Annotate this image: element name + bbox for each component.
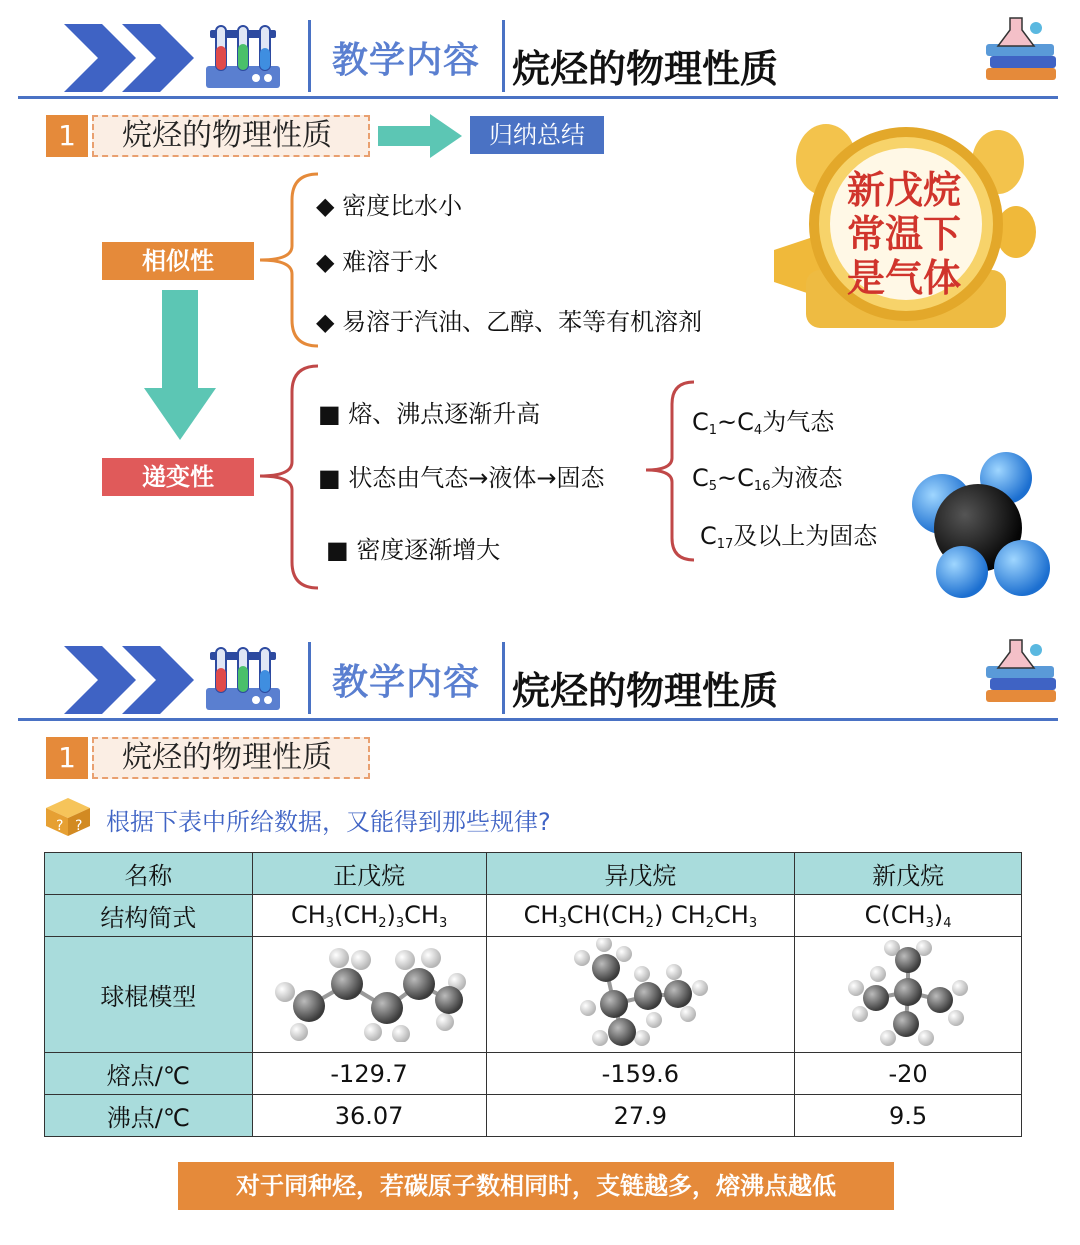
svg-text:?: ? (56, 818, 64, 834)
bp-isopentane: 27.9 (486, 1095, 795, 1137)
row-label-melting-point: 熔点/℃ (45, 1053, 253, 1095)
gradation-item: ■ 状态由气态→液体→固态 (318, 464, 605, 492)
books-flask-icon (980, 636, 1062, 716)
neopentane-badge-text: 新戊烷 常温下 是气体 (846, 168, 961, 300)
similarity-item: ◆ 密度比水小 (316, 192, 463, 220)
methane-model-graphic (904, 448, 1054, 602)
kicker-text: 教学内容 (332, 662, 481, 703)
ball-stick-isopentane (570, 938, 710, 1046)
table-header-isopentane: 异戊烷 (486, 853, 795, 895)
formula-isopentane: $CH_3CH(CH_2)$ $CH_2CH_3$ (486, 895, 795, 937)
header-band-2 (0, 622, 1080, 722)
section-number: 1 (46, 115, 88, 157)
question-cube-icon (44, 796, 92, 838)
bp-n-pentane: 36.07 (252, 1095, 486, 1137)
header-band-1 (0, 0, 1080, 100)
question-text: 根据下表中所给数据，又能得到那些规律? (106, 808, 551, 836)
svg-text:?: ? (75, 818, 83, 834)
section-title: 烷烃的物理性质 (92, 737, 370, 779)
table-header-n-pentane: 正戊烷 (252, 853, 486, 895)
gradation-item: ■ 熔、沸点逐渐升高 (318, 400, 541, 428)
gradation-item: ■ 密度逐渐增大 (326, 536, 501, 564)
alkane-properties-table (44, 852, 1022, 1137)
gradation-tag: 递变性 (102, 458, 254, 496)
similarity-item: ◆ 难溶于水 (316, 248, 439, 276)
similarity-tag: 相似性 (102, 242, 254, 280)
state-solid: $C_{17}$及以上为固态 (700, 522, 878, 552)
page-title: 烷烃的物理性质 (512, 47, 779, 91)
row-label-formula: 结构简式 (45, 895, 253, 937)
mp-isopentane: -159.6 (486, 1053, 795, 1095)
ball-stick-n-pentane (269, 942, 469, 1042)
test-tubes-icon (204, 644, 282, 712)
similarity-item: ◆ 易溶于汽油、乙醇、苯等有机溶剂 (316, 308, 703, 336)
bp-neopentane: 9.5 (795, 1095, 1022, 1137)
chevron-arrows-icon (64, 640, 204, 720)
mp-neopentane: -20 (795, 1053, 1022, 1095)
test-tubes-icon (204, 22, 282, 90)
model-isopentane (486, 937, 795, 1053)
brace-similarity (254, 170, 324, 350)
formula-neopentane: $C(CH_3)_4$ (795, 895, 1022, 937)
books-flask-icon (980, 14, 1062, 94)
arrow-down-icon (140, 290, 220, 446)
kicker-text: 教学内容 (332, 40, 481, 81)
table-header-neopentane: 新戊烷 (795, 853, 1022, 895)
table-header-name: 名称 (45, 853, 253, 895)
mp-n-pentane: -129.7 (252, 1053, 486, 1095)
chevron-arrows-icon (64, 18, 204, 98)
conclusion-banner: 对于同种烃，若碳原子数相同时，支链越多，熔沸点越低 (178, 1162, 894, 1210)
model-n-pentane (252, 937, 486, 1053)
row-label-model: 球棍模型 (45, 937, 253, 1053)
section-title: 烷烃的物理性质 (92, 115, 370, 157)
row-label-boiling-point: 沸点/℃ (45, 1095, 253, 1137)
brace-gradation (254, 362, 324, 592)
state-gas: $C_1\sim C_4$为气态 (692, 408, 835, 438)
state-liquid: $C_5\sim C_{16}$为液态 (692, 464, 843, 494)
summary-tag: 归纳总结 (470, 116, 604, 154)
arrow-right-icon (378, 112, 464, 160)
page-title: 烷烃的物理性质 (512, 669, 779, 713)
formula-n-pentane: $CH_3(CH_2)_3CH_3$ (252, 895, 486, 937)
section-number: 1 (46, 737, 88, 779)
ball-stick-neopentane (848, 938, 968, 1046)
model-neopentane (795, 937, 1022, 1053)
